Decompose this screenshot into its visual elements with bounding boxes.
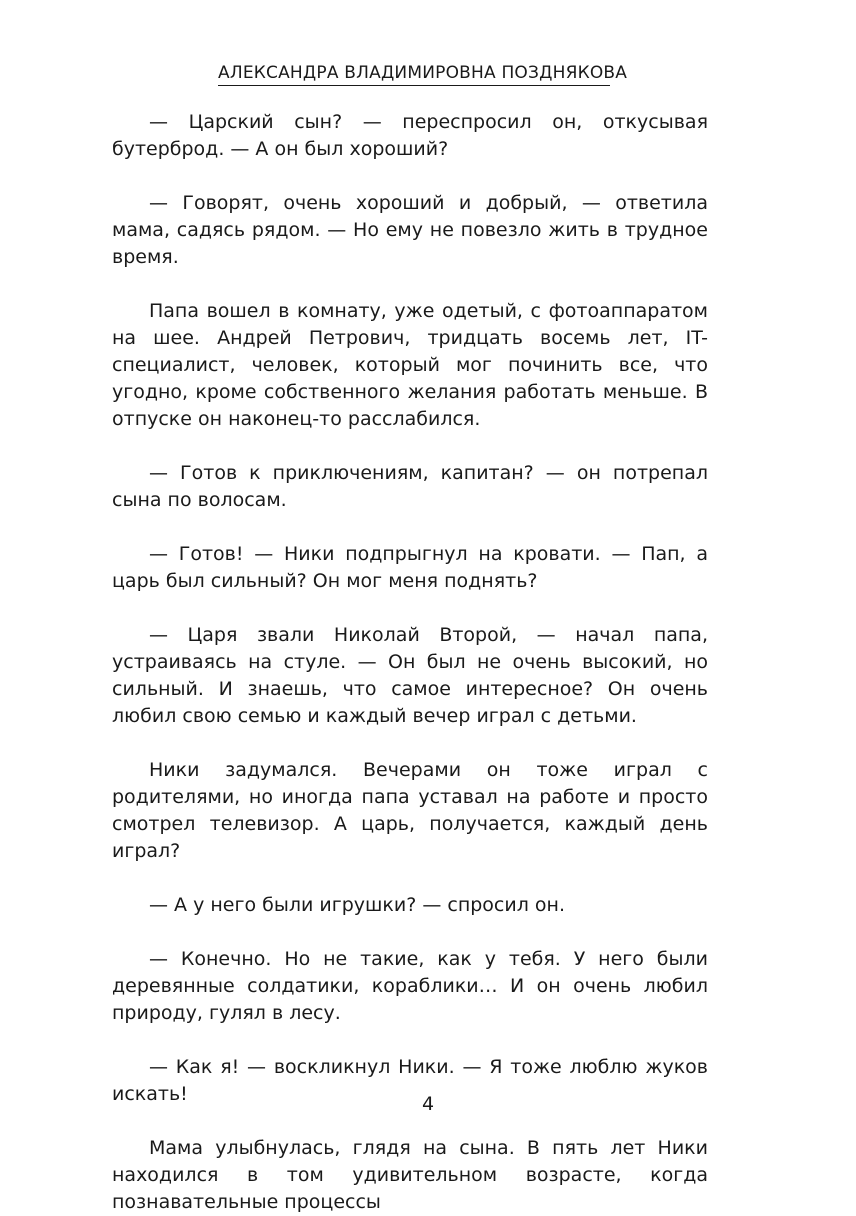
paragraph: Мама улыбнулась, глядя на сына. В пять лет Ники находился в том удивительном возрасте, когда познавательные процессы [112, 1137, 708, 1213]
paragraph: Папа вошел в комнату, уже одетый, с фотоаппаратом на шее. Андрей Петрович, тридцать восемь лет, IT-специалист, человек, который мог починить все, что угодно, кроме собственного желания работать меньше. В отпуске он наконец-то расслабился. [112, 300, 708, 430]
paragraph: — Царя звали Николай Второй, — начал папа, устраиваясь на стуле. — Он был не очень высокий, но сильный. И знаешь, что самое интересное? Он очень любил свою семью и каждый вечер играл с детьми. [112, 624, 708, 727]
running-header-author: АЛЕКСАНДРА ВЛАДИМИРОВНА ПОЗДНЯКОВА [218, 63, 610, 86]
paragraph: — Конечно. Но не такие, как у тебя. У него были деревянные солдатики, кораблики… И он очень любил природу, гулял в лесу. [112, 948, 708, 1024]
paragraph: — Царский сын? — переспросил он, откусывая бутерброд. — А он был хороший? [112, 111, 708, 160]
paragraph: Ники задумался. Вечерами он тоже играл с родителями, но иногда папа уставал на работе и просто смотрел телевизор. А царь, получается, каждый день играл? [112, 759, 708, 862]
paragraph: — Говорят, очень хороший и добрый, — ответила мама, садясь рядом. — Но ему не повезло жить в трудное время. [112, 192, 708, 268]
paragraph: — Как я! — воскликнул Ники. — Я тоже люблю жуков искать! [112, 1056, 708, 1105]
paragraph: — Готов! — Ники подпрыгнул на кровати. — Пап, а царь был сильный? Он мог меня поднять? [112, 543, 708, 592]
paragraph: — А у него были игрушки? — спросил он. [149, 894, 565, 916]
paragraph: — Готов к приключениям, капитан? — он потрепал сына по волосам. [112, 462, 708, 511]
page-body [112, 109, 708, 1216]
page-number: 4 [421, 1093, 435, 1115]
